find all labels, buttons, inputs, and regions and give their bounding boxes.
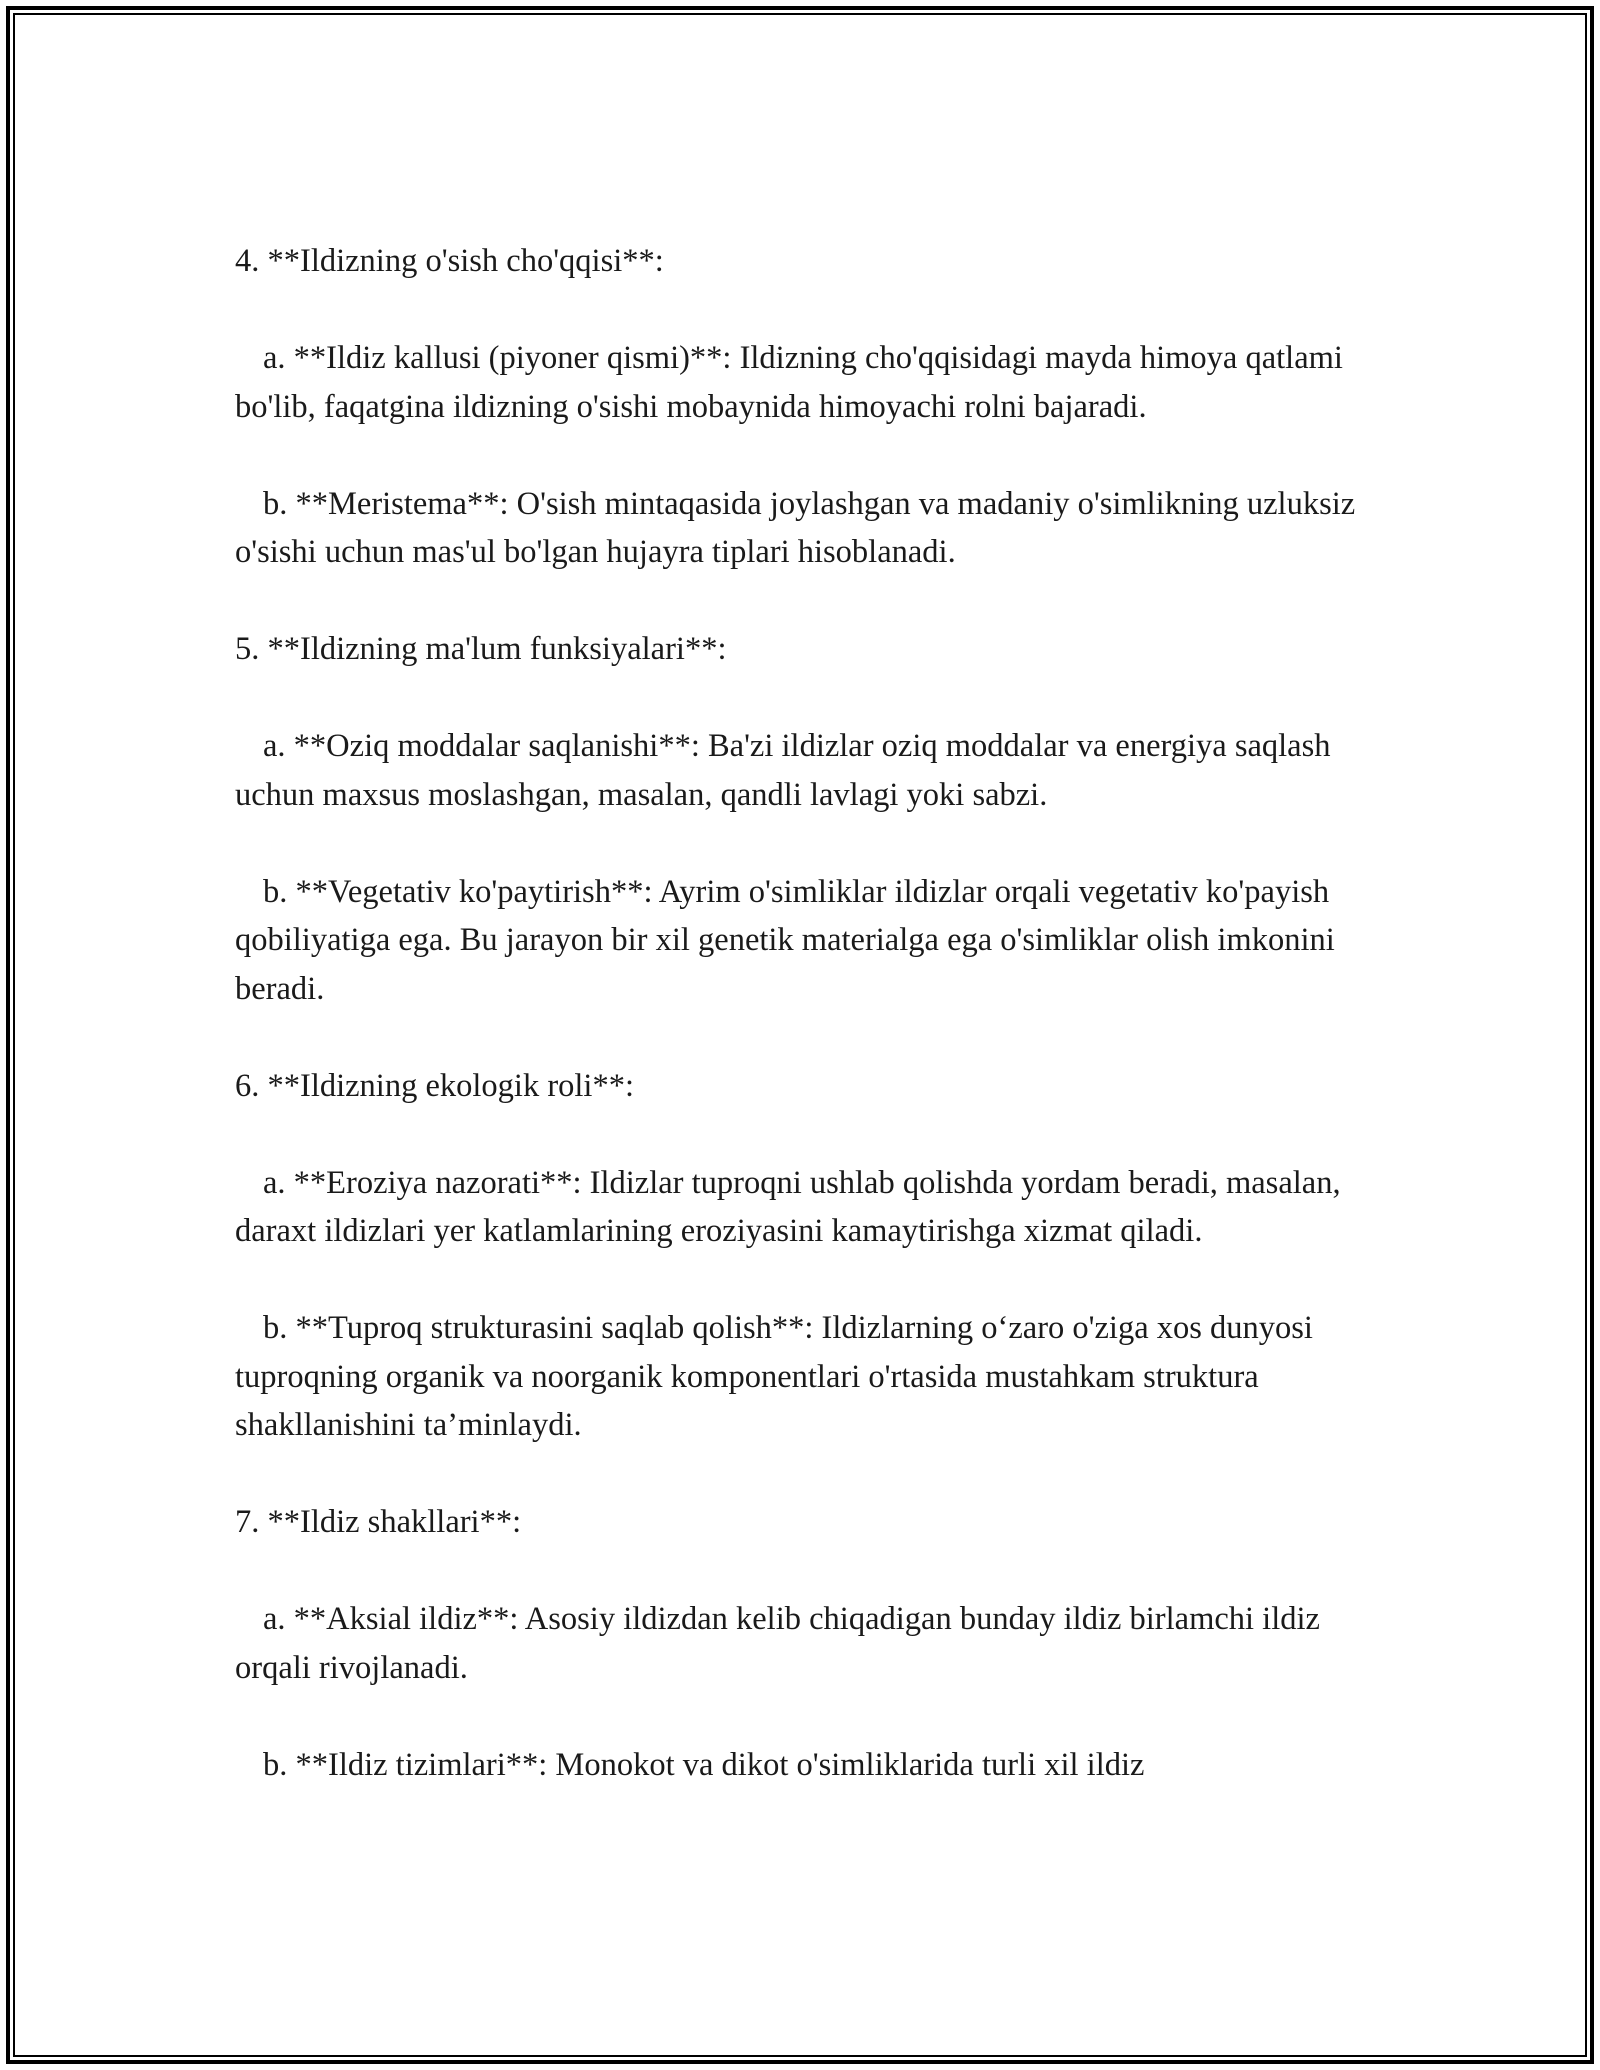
subitem-7a: a. **Aksial ildiz**: Asosiy ildizdan kelib chiqadigan bunday ildiz birlamchi ildiz orqali rivojlanadi.: [235, 1601, 1320, 1686]
heading-item-4: 4. **Ildizning o'sish cho'qqisi**:: [235, 243, 664, 279]
subitem-5b: b. **Vegetativ ko'paytirish**: Ayrim o'simliklar ildizlar orqali vegetativ ko'payish qobiliyatiga ega. Bu jarayon bir xil genetik materialga ega o'simliklar olish imkonini beradi.: [235, 873, 1335, 1007]
heading-item-6: 6. **Ildizning ekologik roli**:: [235, 1067, 634, 1104]
subitem-4b: b. **Meristema**: O'sish mintaqasida joylashgan va madaniy o'simlikning uzluksiz o'sishi uchun mas'ul bo'lgan hujayra tiplari hisoblanadi.: [235, 485, 1356, 570]
heading-item-7: 7. **Ildiz shakllari**:: [235, 1504, 522, 1540]
document-body: [235, 237, 1365, 1789]
subitem-5a: a. **Oziq moddalar saqlanishi**: Ba'zi ildizlar oziq moddalar va energiya saqlash uchun maxsus moslashgan, masalan, qandli lavlagi yoki sabzi.: [235, 728, 1331, 813]
subitem-4a: a. **Ildiz kallusi (piyoner qismi)**: Ildizning cho'qqisidagi mayda himoya qatlami bo'lib, faqatgina ildizning o'sishi mobaynida himoyachi rolni bajaradi.: [235, 340, 1343, 425]
subitem-7b: b. **Ildiz tizimlari**: Monokot va dikot o'simliklarida turli xil ildiz: [263, 1746, 1145, 1783]
heading-item-5: 5. **Ildizning ma'lum funksiyalari**:: [235, 631, 727, 667]
subitem-6a: a. **Eroziya nazorati**: Ildizlar tuproqni ushlab qolishda yordam beradi, masalan, daraxt ildizlari yer katlamlarining eroziyasini kamaytirishga xizmat qiladi.: [235, 1164, 1341, 1249]
subitem-6b: b. **Tuproq strukturasini saqlab qolish**: Ildizlarning o‘zaro o'ziga xos dunyosi tuproqning organik va noorganik komponentlari o'rtasida mustahkam struktura shakllanishini ta’minlaydi.: [235, 1310, 1313, 1443]
